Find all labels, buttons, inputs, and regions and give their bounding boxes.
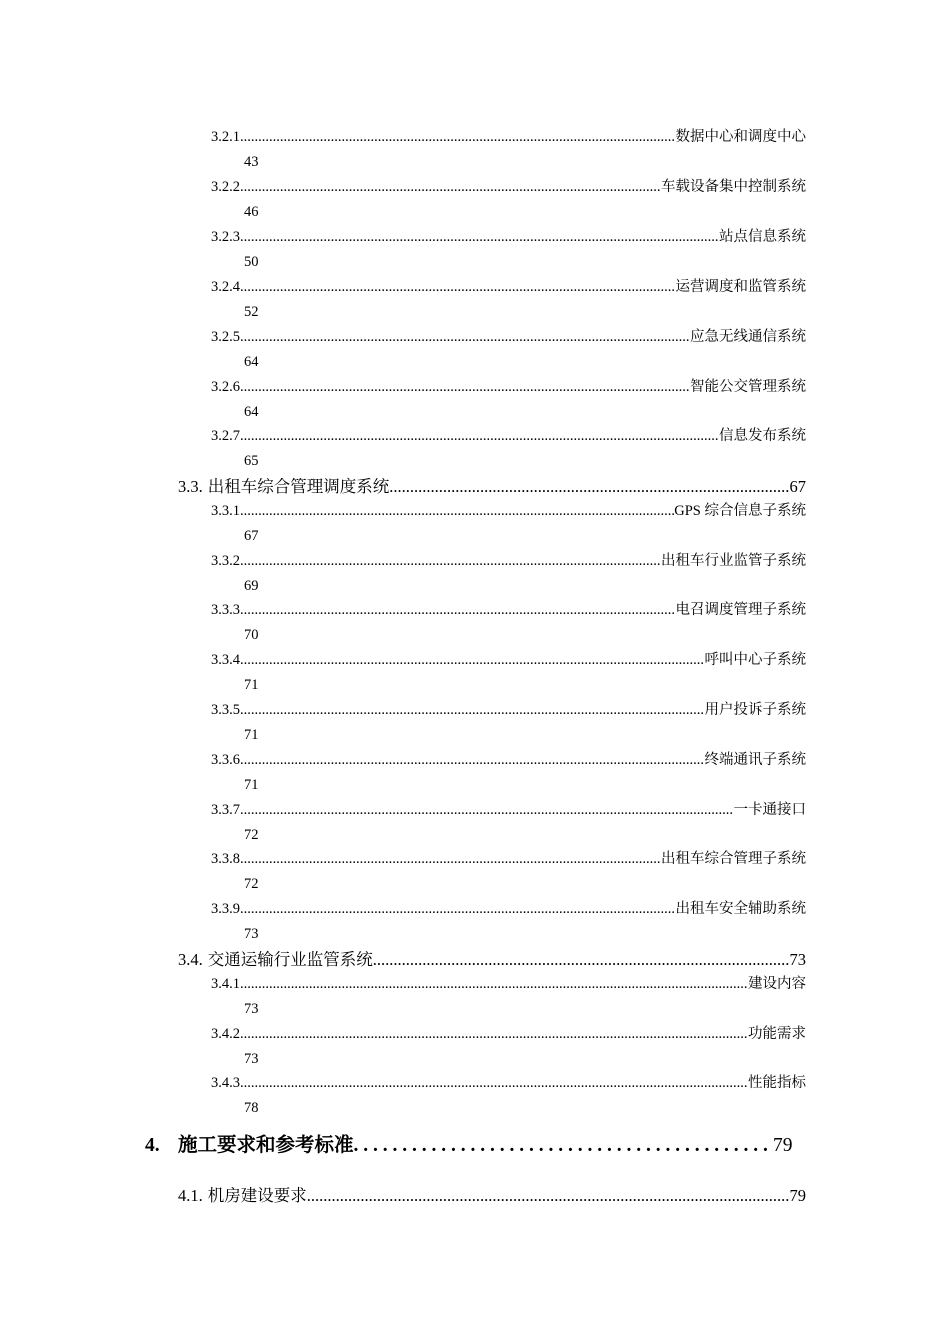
- entry-title: 数据中心和调度中心: [675, 129, 806, 145]
- leader-dots: [240, 377, 690, 397]
- leader-dots: [240, 426, 719, 446]
- toc-entry[interactable]: [211, 1024, 806, 1044]
- entry-page-number: 64: [244, 404, 259, 420]
- entry-title: 出租车综合管理调度系统: [207, 477, 390, 496]
- toc-entry[interactable]: [211, 227, 806, 247]
- toc-entry-section[interactable]: [178, 949, 806, 971]
- entry-title: 车载设备集中控制系统: [661, 179, 806, 195]
- toc-entry[interactable]: [211, 127, 806, 147]
- entry-title: 功能需求: [748, 1026, 806, 1042]
- entry-number: 3.2.3: [211, 229, 240, 245]
- entry-page-number: 43: [244, 154, 259, 170]
- entry-page-number: 69: [244, 578, 259, 594]
- toc-entry[interactable]: [211, 377, 806, 397]
- entry-page-number: 67: [789, 477, 806, 496]
- entry-number: 3.4.: [178, 950, 203, 969]
- leader-dots: [240, 974, 748, 994]
- toc-entry[interactable]: [211, 501, 806, 521]
- entry-title: 站点信息系统: [719, 229, 806, 245]
- entry-number: 3.3.8: [211, 851, 240, 867]
- leader-dots: [307, 1185, 790, 1207]
- entry-title: 运营调度和监管系统: [675, 279, 806, 295]
- entry-number: 3.3.3: [211, 602, 240, 618]
- entry-number: 3.4.2: [211, 1026, 240, 1042]
- entry-page-number: 73: [244, 1051, 259, 1067]
- entry-number: 3.3.2: [211, 553, 240, 569]
- toc-entry[interactable]: [211, 974, 806, 994]
- entry-number: 3.2.4: [211, 279, 240, 295]
- toc-entry[interactable]: [211, 650, 806, 670]
- entry-page-number: 65: [244, 453, 259, 469]
- entry-page-number: 71: [244, 727, 259, 743]
- entry-page-number: 79: [789, 1186, 806, 1205]
- entry-number: 3.2.7: [211, 428, 240, 444]
- entry-page-number: 72: [244, 876, 259, 892]
- toc-entry-section[interactable]: [178, 1185, 806, 1207]
- entry-number: 3.2.1: [211, 129, 240, 145]
- entry-title: 机房建设要求: [207, 1186, 307, 1205]
- leader-dots: [240, 600, 676, 620]
- entry-number: 3.3.5: [211, 702, 240, 718]
- leader-dots: [240, 327, 690, 347]
- leader-dots: [240, 1024, 748, 1044]
- entry-page-number: 46: [244, 204, 259, 220]
- entry-number: 3.2.5: [211, 329, 240, 345]
- entry-title: 用户投诉子系统: [704, 702, 806, 718]
- leader-dots: [373, 949, 790, 971]
- entry-page-number: 71: [244, 777, 259, 793]
- entry-number: 3.3.: [178, 477, 203, 496]
- entry-page-number: 73: [244, 1001, 259, 1017]
- leader-dots: [240, 501, 674, 521]
- entry-title: 应急无线通信系统: [690, 329, 806, 345]
- leader-dots: [240, 899, 676, 919]
- entry-title: 出租车安全辅助系统: [675, 901, 806, 917]
- entry-page-number: 78: [244, 1100, 259, 1116]
- leader-dots: [240, 177, 661, 197]
- toc-entry[interactable]: [211, 750, 806, 770]
- toc-entry[interactable]: [211, 849, 806, 869]
- entry-title: 一卡通接口: [733, 802, 806, 818]
- leader-dots: [240, 800, 734, 820]
- toc-entry-chapter[interactable]: [145, 1133, 806, 1159]
- entry-page-number: 52: [244, 304, 259, 320]
- entry-title: 出租车综合管理子系统: [661, 851, 806, 867]
- entry-number: 4.: [145, 1135, 160, 1156]
- entry-page-number: 67: [244, 528, 259, 544]
- entry-page-number: 73: [789, 950, 806, 969]
- entry-number: 3.3.9: [211, 901, 240, 917]
- leader-dots: [240, 127, 676, 147]
- leader-dots: [354, 1133, 773, 1159]
- entry-title: 信息发布系统: [719, 428, 806, 444]
- entry-title: 电召调度管理子系统: [675, 602, 806, 618]
- toc-entry[interactable]: [211, 700, 806, 720]
- leader-dots: [240, 1073, 748, 1093]
- toc-entry[interactable]: [211, 327, 806, 347]
- entry-number: 3.3.6: [211, 752, 240, 768]
- leader-dots: [240, 227, 719, 247]
- entry-number: 3.2.6: [211, 379, 240, 395]
- toc-entry[interactable]: [211, 800, 806, 820]
- leader-dots: [389, 476, 789, 498]
- toc-entry[interactable]: [211, 1073, 806, 1093]
- entry-title: 施工要求和参考标准: [178, 1135, 354, 1156]
- entry-title: 交通运输行业监管系统: [207, 950, 373, 969]
- entry-page-number: 71: [244, 677, 259, 693]
- entry-title: 建设内容: [748, 976, 806, 992]
- entry-number: 4.1.: [178, 1186, 203, 1205]
- entry-number: 3.3.7: [211, 802, 240, 818]
- entry-title: GPS 综合信息子系统: [674, 503, 806, 519]
- toc-entry-section[interactable]: [178, 476, 806, 498]
- entry-title: 出租车行业监管子系统: [661, 553, 806, 569]
- entry-page-number: 72: [244, 827, 259, 843]
- entry-page-number: 73: [244, 926, 259, 942]
- entry-title: 呼叫中心子系统: [704, 652, 806, 668]
- toc-entry[interactable]: [211, 177, 806, 197]
- toc-entry[interactable]: [211, 899, 806, 919]
- leader-dots: [240, 700, 705, 720]
- entry-number: 3.3.4: [211, 652, 240, 668]
- entry-number: 3.3.1: [211, 503, 240, 519]
- leader-dots: [240, 650, 705, 670]
- toc-entry[interactable]: [211, 426, 806, 446]
- toc-entry[interactable]: [211, 600, 806, 620]
- leader-dots: [240, 551, 661, 571]
- entry-number: 3.2.2: [211, 179, 240, 195]
- entry-title: 智能公交管理系统: [690, 379, 806, 395]
- entry-title: 性能指标: [748, 1075, 806, 1091]
- entry-page-number: 64: [244, 354, 259, 370]
- leader-dots: [240, 849, 661, 869]
- leader-dots: [240, 277, 676, 297]
- entry-title: 终端通讯子系统: [704, 752, 806, 768]
- toc-entry[interactable]: [211, 277, 806, 297]
- entry-number: 3.4.1: [211, 976, 240, 992]
- leader-dots: [240, 750, 705, 770]
- toc-entry[interactable]: [211, 551, 806, 571]
- entry-page-number: 50: [244, 254, 259, 270]
- entry-page-number: 79: [773, 1135, 793, 1156]
- entry-number: 3.4.3: [211, 1075, 240, 1091]
- entry-page-number: 70: [244, 627, 259, 643]
